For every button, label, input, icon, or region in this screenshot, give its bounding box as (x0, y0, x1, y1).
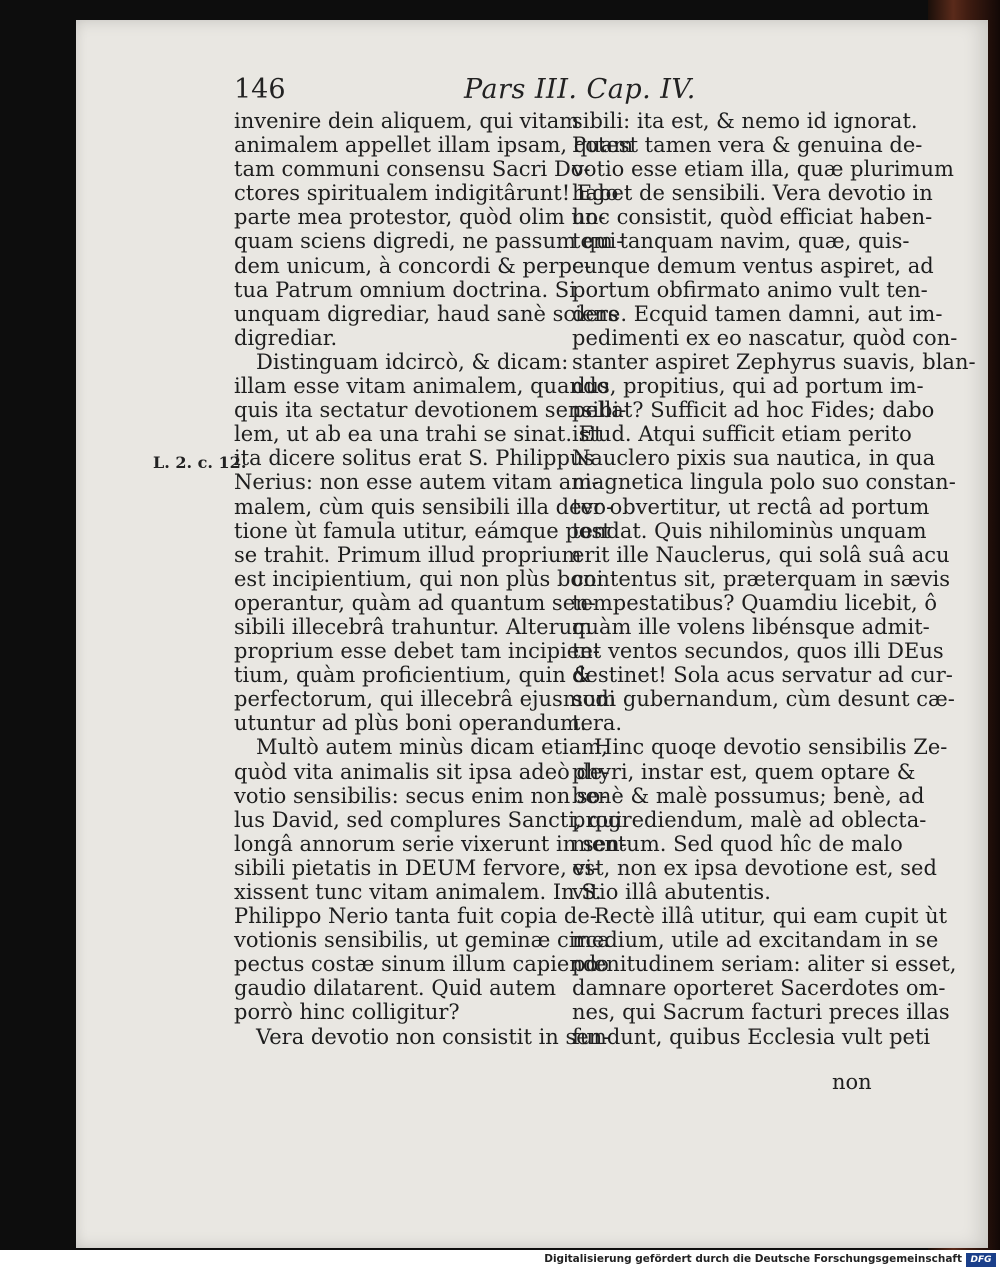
text-line: tet ventos secundos, quos illi DEus (572, 639, 944, 664)
footer-credit: Digitalisierung gefördert durch die Deutsche Forschungsgemeinschaft (544, 1253, 962, 1265)
text-line: destinet! Sola acus servatur ad cur- (572, 663, 953, 688)
text-line: tera. (572, 711, 623, 736)
text-line: Hinc quoqe devotio sensibilis Ze- (594, 735, 948, 760)
text-line: Nerius: non esse autem vitam ani- (234, 470, 599, 495)
text-line: digrediar. (234, 325, 338, 350)
text-line: tempestatibus? Quamdiu licebit, ô (572, 590, 937, 615)
text-line: damnare oporteret Sacerdotes om- (572, 976, 946, 1001)
text-line: animalem appellet illam ipsam, quam (234, 133, 634, 158)
text-line: phyri, instar est, quem optare & (572, 759, 916, 784)
text-line: se trahit. Primum illud proprium (234, 542, 582, 567)
text-line: votio esse etiam illa, quæ plurimum (572, 157, 954, 182)
text-line: dus, propitius, qui ad portum im- (572, 374, 924, 399)
text-line: tione ùt famula utitur, eámque post (234, 518, 611, 543)
text-line: proprium esse debet tam incipien- (234, 639, 600, 664)
text-line: illam esse vitam animalem, quando (234, 374, 610, 399)
text-line: utuntur ad plùs boni operandum. (234, 711, 587, 736)
text-line: ita dicere solitus erat S. Philippus (234, 446, 595, 471)
text-line: hoc consistit, quòd efficiat haben- (572, 205, 933, 230)
text-line: dere. Ecquid tamen damni, aut im- (572, 301, 943, 326)
catchword: non (832, 1070, 872, 1094)
marginal-note: L. 2. c. 12. (153, 453, 247, 472)
text-line: cunque demum ventus aspiret, ad (572, 253, 934, 278)
text-line: Nauclero pixis sua nautica, in qua (572, 446, 936, 471)
dfg-logo: DFG (966, 1253, 996, 1267)
text-line: Vera devotio non consistit in sen- (256, 1024, 610, 1049)
text-line: mentum. Sed quod hîc de malo (572, 831, 903, 856)
text-line: nes, qui Sacrum facturi preces illas (572, 1000, 950, 1025)
running-title: Pars III. Cap. IV. (464, 74, 696, 105)
text-line: longâ annorum serie vixerunt in sen- (234, 831, 627, 856)
text-line: votionis sensibilis, ut geminæ circa (234, 928, 610, 953)
text-line: lem, ut ab ea una trahi se sinat. Et (234, 422, 603, 447)
text-line: quis ita sectatur devotionem sensibi- (234, 398, 627, 423)
text-line: sum gubernandum, cùm desunt cæ- (572, 687, 955, 712)
text-line: ctores spiritualem indigitârunt! Ego (234, 181, 619, 206)
footer-bar (0, 1250, 1000, 1270)
text-line: Distinguam idcircò, & dicam: (256, 349, 569, 374)
text-line: invenire dein aliquem, qui vitam (234, 109, 580, 133)
text-line: quàm ille volens libénsque admit- (572, 614, 930, 639)
text-line: operantur, quàm ad quantum sen- (234, 590, 596, 615)
text-line: pedimenti ex eo nascatur, quòd con- (572, 325, 958, 350)
text-line: dem unicum, à concordi & perpe- (234, 253, 592, 278)
text-line: Multò autem minùs dicam etiam, (256, 735, 608, 760)
text-line: Potest tamen vera & genuina de- (572, 133, 923, 158)
text-line: tua Patrum omnium doctrina. Si (234, 277, 576, 302)
page-number: 146 (234, 74, 286, 105)
text-line: lus David, sed complures Sancti, qui (234, 807, 623, 832)
text-line: tam communi consensu Sacri Do- (234, 157, 591, 182)
text-line: tendat. Quis nihilominùs unquam (572, 518, 927, 543)
text-line: gaudio dilatarent. Quid autem (234, 976, 556, 1001)
text-line: vitio illâ abutentis. (572, 880, 771, 904)
text-line: est, non ex ipsa devotione est, sed (572, 855, 937, 880)
text-line: pellat? Sufficit ad hoc Fides; dabo (572, 398, 935, 423)
text-line: tem tanquam navim, quæ, quis- (572, 229, 910, 254)
text-line: est incipientium, qui non plùs boni (234, 566, 604, 591)
text-line: medium, utile ad excitandam in se (572, 928, 939, 953)
text-line: sibili illecebrâ trahuntur. Alterum (234, 614, 593, 639)
right-column (572, 109, 976, 1049)
text-line: perfectorum, qui illecebrâ ejusmodi (234, 687, 616, 712)
text-line: benè & malè possumus; benè, ad (572, 783, 925, 808)
text-line: magnetica lingula polo suo constan- (572, 470, 956, 495)
text-line: ter obvertitur, ut rectâ ad portum (572, 494, 930, 519)
text-line: parte mea protestor, quòd olim un- (234, 205, 606, 230)
text-line: pectus costæ sinum illum capiendo (234, 952, 609, 977)
text-line: sibili pietatis in DEUM fervore, vi- (234, 855, 600, 880)
text-line: portum obfirmato animo vult ten- (572, 277, 928, 302)
book-page (76, 20, 988, 1248)
text-line: malem, cùm quis sensibili illa devo- (234, 494, 614, 519)
text-line: votio sensibilis: secus enim non so- (234, 783, 608, 808)
text-line: quòd vita animalis sit ipsa adeò de- (234, 759, 610, 784)
text-line: stanter aspiret Zephyrus suavis, blan- (572, 349, 976, 374)
text-line: unquam digrediar, haud sanè sciens (234, 301, 619, 326)
text-line: quam sciens digredi, ne passum qui- (234, 229, 624, 254)
text-line: porrò hinc colligitur? (234, 1000, 460, 1025)
text-line: Philippo Nerio tanta fuit copia de- (234, 904, 597, 929)
text-line: Rectè illâ utitur, qui eam cupit ùt (594, 904, 948, 929)
text-line: sibili: ita est, & nemo id ignorat. (572, 109, 918, 133)
text-line: erit ille Nauclerus, qui solâ suâ acu (572, 542, 950, 567)
text-line: tium, quàm proficientium, quin & (234, 663, 592, 688)
text-line: istud. Atqui sufficit etiam perito (572, 422, 912, 447)
text-line: habet de sensibili. Vera devotio in (572, 181, 933, 206)
text-line: progrediendum, malè ad oblecta- (572, 807, 927, 832)
text-line: fundunt, quibus Ecclesia vult peti (572, 1024, 931, 1049)
text-line: xissent tunc vitam animalem. In S. (234, 880, 602, 904)
text-line: pœnitudinem seriam: aliter si esset, (572, 952, 957, 977)
text-line: contentus sit, præterquam in sævis (572, 566, 951, 591)
